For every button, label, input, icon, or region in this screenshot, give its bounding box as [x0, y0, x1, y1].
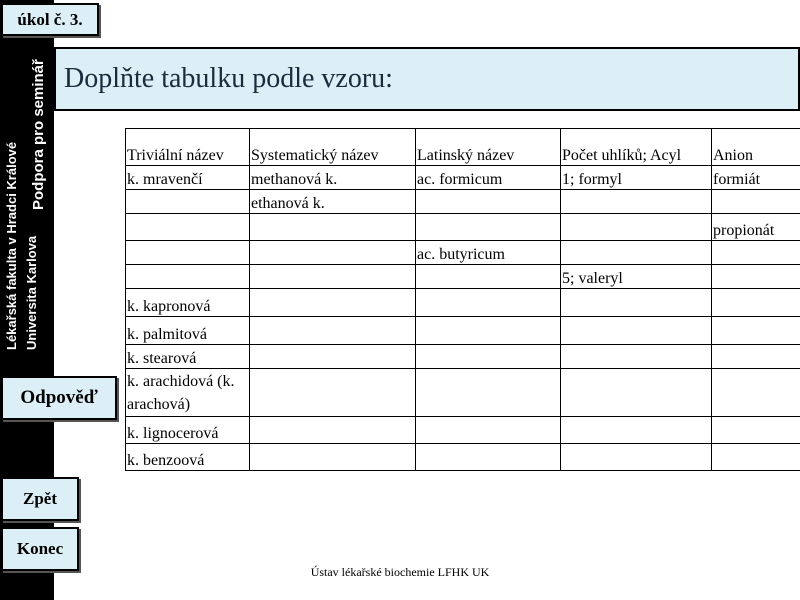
table-cell: [561, 317, 712, 345]
table-cell: [561, 241, 712, 265]
table-cell: [561, 214, 712, 241]
table-row: [126, 369, 800, 417]
table-cell: ethanová k.: [250, 190, 416, 214]
table-cell: [250, 265, 416, 289]
table-cell: [416, 345, 561, 369]
table-cell: [126, 265, 250, 289]
table-cell: [712, 444, 800, 471]
table-cell: [250, 317, 416, 345]
table-cell: [416, 214, 561, 241]
table-cell: [561, 417, 712, 444]
footer-text: Ústav lékařské biochemie LFHK UK: [310, 565, 490, 579]
table-cell: [712, 345, 800, 369]
table-cell: [250, 289, 416, 317]
table-cell: [712, 241, 800, 265]
exercise-table: [125, 128, 800, 471]
table-cell: [416, 190, 561, 214]
header-cell: Triviální název: [126, 129, 250, 166]
table-cell: 5; valeryl: [561, 265, 712, 289]
table-row: [126, 190, 800, 214]
page-title: Doplňte tabulku podle vzoru:: [54, 47, 800, 111]
table-cell: [416, 417, 561, 444]
table-cell: [712, 190, 800, 214]
table-cell: ac. butyricum: [416, 241, 561, 265]
table-cell: k. arachidová (k. arachová): [126, 369, 250, 417]
table-cell: [712, 317, 800, 345]
university-label: Universita Karlova: [24, 235, 39, 350]
table-cell: [561, 190, 712, 214]
header-cell: Latinský název: [416, 129, 561, 166]
header-cell: Anion: [712, 129, 800, 166]
table-cell: [126, 190, 250, 214]
table-cell: [126, 214, 250, 241]
table-cell: [561, 369, 712, 417]
table-cell: k. lignocerová: [126, 417, 250, 444]
table-cell: propionát: [712, 214, 800, 241]
table-row: [126, 241, 800, 265]
table-cell: [712, 369, 800, 417]
table-cell: [712, 289, 800, 317]
table-row: [126, 265, 800, 289]
table-row: [126, 417, 800, 444]
table-row: [126, 166, 800, 190]
table-row: [126, 289, 800, 317]
table-cell: [416, 265, 561, 289]
header-cell: Počet uhlíků; Acyl: [561, 129, 712, 166]
table-cell: formiát: [712, 166, 800, 190]
table-cell: [561, 289, 712, 317]
table-cell: [250, 214, 416, 241]
table-cell: [250, 241, 416, 265]
table-row: [126, 214, 800, 241]
table-row: [126, 444, 800, 471]
table-cell: 1; formyl: [561, 166, 712, 190]
table-header-row: [126, 129, 800, 166]
table-cell: [712, 417, 800, 444]
table-cell: [416, 289, 561, 317]
table-cell: methanová k.: [250, 166, 416, 190]
back-button[interactable]: Zpět: [1, 477, 79, 521]
table-cell: [250, 444, 416, 471]
table-cell: [250, 369, 416, 417]
faculty-label: Lékařská fakulta v Hradci Králové: [4, 141, 19, 350]
table-cell: k. palmitová: [126, 317, 250, 345]
answer-button[interactable]: Odpověď: [1, 376, 117, 420]
table-cell: ac. formicum: [416, 166, 561, 190]
table-cell: k. stearová: [126, 345, 250, 369]
table-cell: [561, 345, 712, 369]
table-cell: [126, 241, 250, 265]
table-cell: k. kapronová: [126, 289, 250, 317]
table-cell: [561, 444, 712, 471]
table-cell: [712, 265, 800, 289]
header-cell: Systematický název: [250, 129, 416, 166]
table-cell: k. benzoová: [126, 444, 250, 471]
table-cell: [250, 345, 416, 369]
end-button[interactable]: Konec: [1, 527, 79, 571]
table-cell: [250, 417, 416, 444]
table-row: [126, 317, 800, 345]
table-cell: [416, 444, 561, 471]
task-label: úkol č. 3.: [1, 3, 99, 36]
seminar-label: Podpora pro seminář: [30, 59, 47, 210]
table-row: [126, 345, 800, 369]
table-cell: [416, 369, 561, 417]
table-cell: [416, 317, 561, 345]
table-cell: k. mravenčí: [126, 166, 250, 190]
